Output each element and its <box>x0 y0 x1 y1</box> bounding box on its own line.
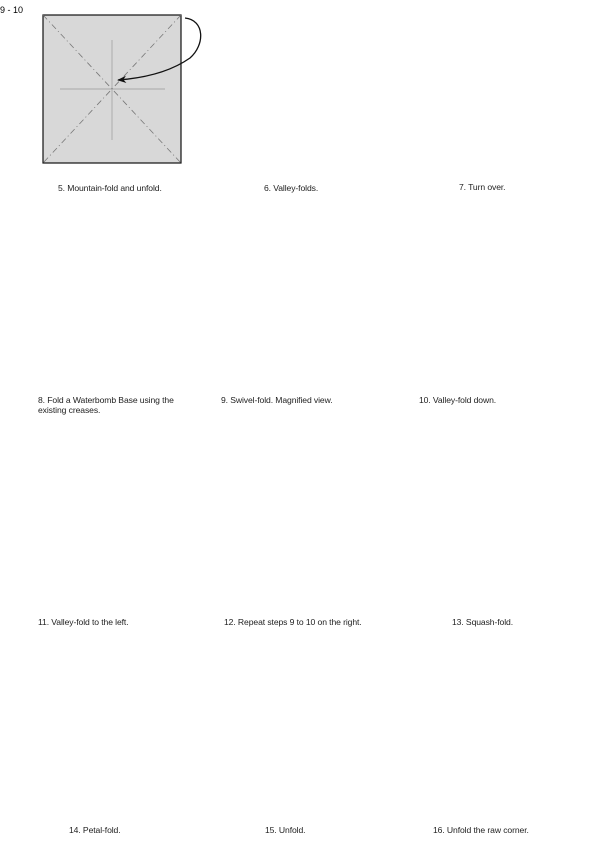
step-15-caption: 15. Unfold. <box>265 825 306 835</box>
step-13-caption: 13. Squash-fold. <box>452 617 513 627</box>
step-5-diagram <box>43 15 201 163</box>
repeat-badge-text: 9 - 10 <box>0 5 24 15</box>
step-14-caption: 14. Petal-fold. <box>69 825 121 835</box>
step-8-caption: 8. Fold a Waterbomb Base using the existing creases. <box>38 395 174 415</box>
step-5-caption: 5. Mountain-fold and unfold. <box>58 183 162 193</box>
step-16-caption: 16. Unfold the raw corner. <box>433 825 529 835</box>
step-9-caption: 9. Swivel-fold. Magnified view. <box>221 395 333 405</box>
step-7-caption: 7. Turn over. <box>459 182 506 192</box>
step-11-caption: 11. Valley-fold to the left. <box>38 617 129 627</box>
step-6-caption: 6. Valley-folds. <box>264 183 319 193</box>
step-12-caption: 12. Repeat steps 9 to 10 on the right. <box>224 617 362 627</box>
step-10-caption: 10. Valley-fold down. <box>419 395 497 405</box>
